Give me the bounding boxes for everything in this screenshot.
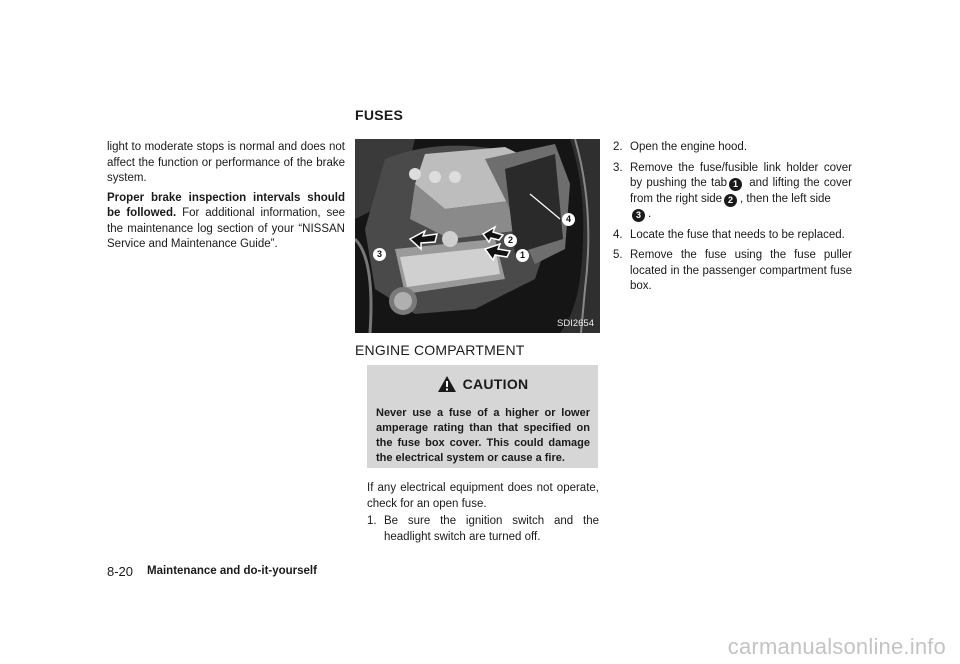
callout-marker: 3 bbox=[373, 248, 386, 261]
engine-photo bbox=[355, 139, 600, 333]
list-item bbox=[613, 161, 852, 223]
section-title: FUSES bbox=[355, 107, 404, 123]
list-text: Locate the fuse that needs to be replaced. bbox=[630, 228, 845, 241]
footer-title: Maintenance and do-it-yourself bbox=[147, 565, 317, 577]
list-number: 5. bbox=[613, 249, 623, 261]
list-text: Remove the fuse using the fuse puller located in the passenger compartment fuse box. bbox=[630, 249, 852, 292]
caution-box bbox=[367, 365, 598, 468]
caution-text: Never use a fuse of a higher or lower amperage rating than that specified on the fuse box cover. This could damage the electrical system or cause a fire. bbox=[376, 407, 590, 464]
callout-marker: 2 bbox=[504, 234, 517, 247]
callout-marker: 1 bbox=[729, 178, 742, 191]
list-item bbox=[613, 228, 852, 244]
step3-text-d: . bbox=[648, 208, 652, 220]
list-item bbox=[613, 248, 852, 295]
middle-text bbox=[367, 481, 599, 545]
step3-text-c: , then the left side bbox=[740, 192, 831, 205]
sub-heading: ENGINE COMPARTMENT bbox=[355, 342, 525, 358]
callout-marker: 4 bbox=[562, 213, 575, 226]
list-item bbox=[613, 140, 852, 156]
watermark: carmanualsonline.info bbox=[727, 634, 946, 659]
callout-marker: 3 bbox=[632, 209, 645, 222]
list-item bbox=[367, 514, 599, 545]
list-text: Be sure the ignition switch and the headlight switch are turned off. bbox=[384, 515, 599, 543]
caution-label: CAUTION bbox=[462, 376, 529, 392]
caution-header bbox=[367, 373, 598, 395]
inspection-text: For additional information, see the maintenance log section of your “NISSAN Service and Maintenance Guide”. bbox=[107, 207, 346, 250]
callout-marker: 2 bbox=[724, 194, 737, 207]
list-number: 1. bbox=[367, 515, 377, 527]
right-column bbox=[613, 140, 852, 300]
warning-triangle-icon bbox=[437, 375, 457, 393]
engine-compartment-figure bbox=[355, 139, 600, 333]
inspection-bold-text: Proper brake inspection intervals should be followed. bbox=[107, 191, 345, 219]
list-number: 4. bbox=[613, 228, 623, 241]
brake-paragraph: light to moderate stops is normal and does not affect the function or performance of the brake system. bbox=[107, 141, 345, 184]
list-number: 2. bbox=[613, 141, 623, 153]
page-number: 8-20 bbox=[107, 564, 134, 579]
list-number: 3. bbox=[613, 161, 623, 174]
step3-text-a: Remove the fuse/fusible link holder cover by pushing the tab bbox=[630, 161, 852, 189]
callout-marker: 1 bbox=[516, 249, 529, 262]
left-column bbox=[107, 140, 345, 257]
figure-caption: SDI2654 bbox=[557, 318, 594, 329]
intro-paragraph: If any electrical equipment does not operate, check for an open fuse. bbox=[367, 482, 599, 510]
step3-text-b: and lifting the cover from the right side bbox=[630, 177, 852, 205]
inspection-paragraph bbox=[107, 191, 345, 253]
list-text: Open the engine hood. bbox=[630, 141, 748, 153]
list-text bbox=[630, 161, 852, 223]
